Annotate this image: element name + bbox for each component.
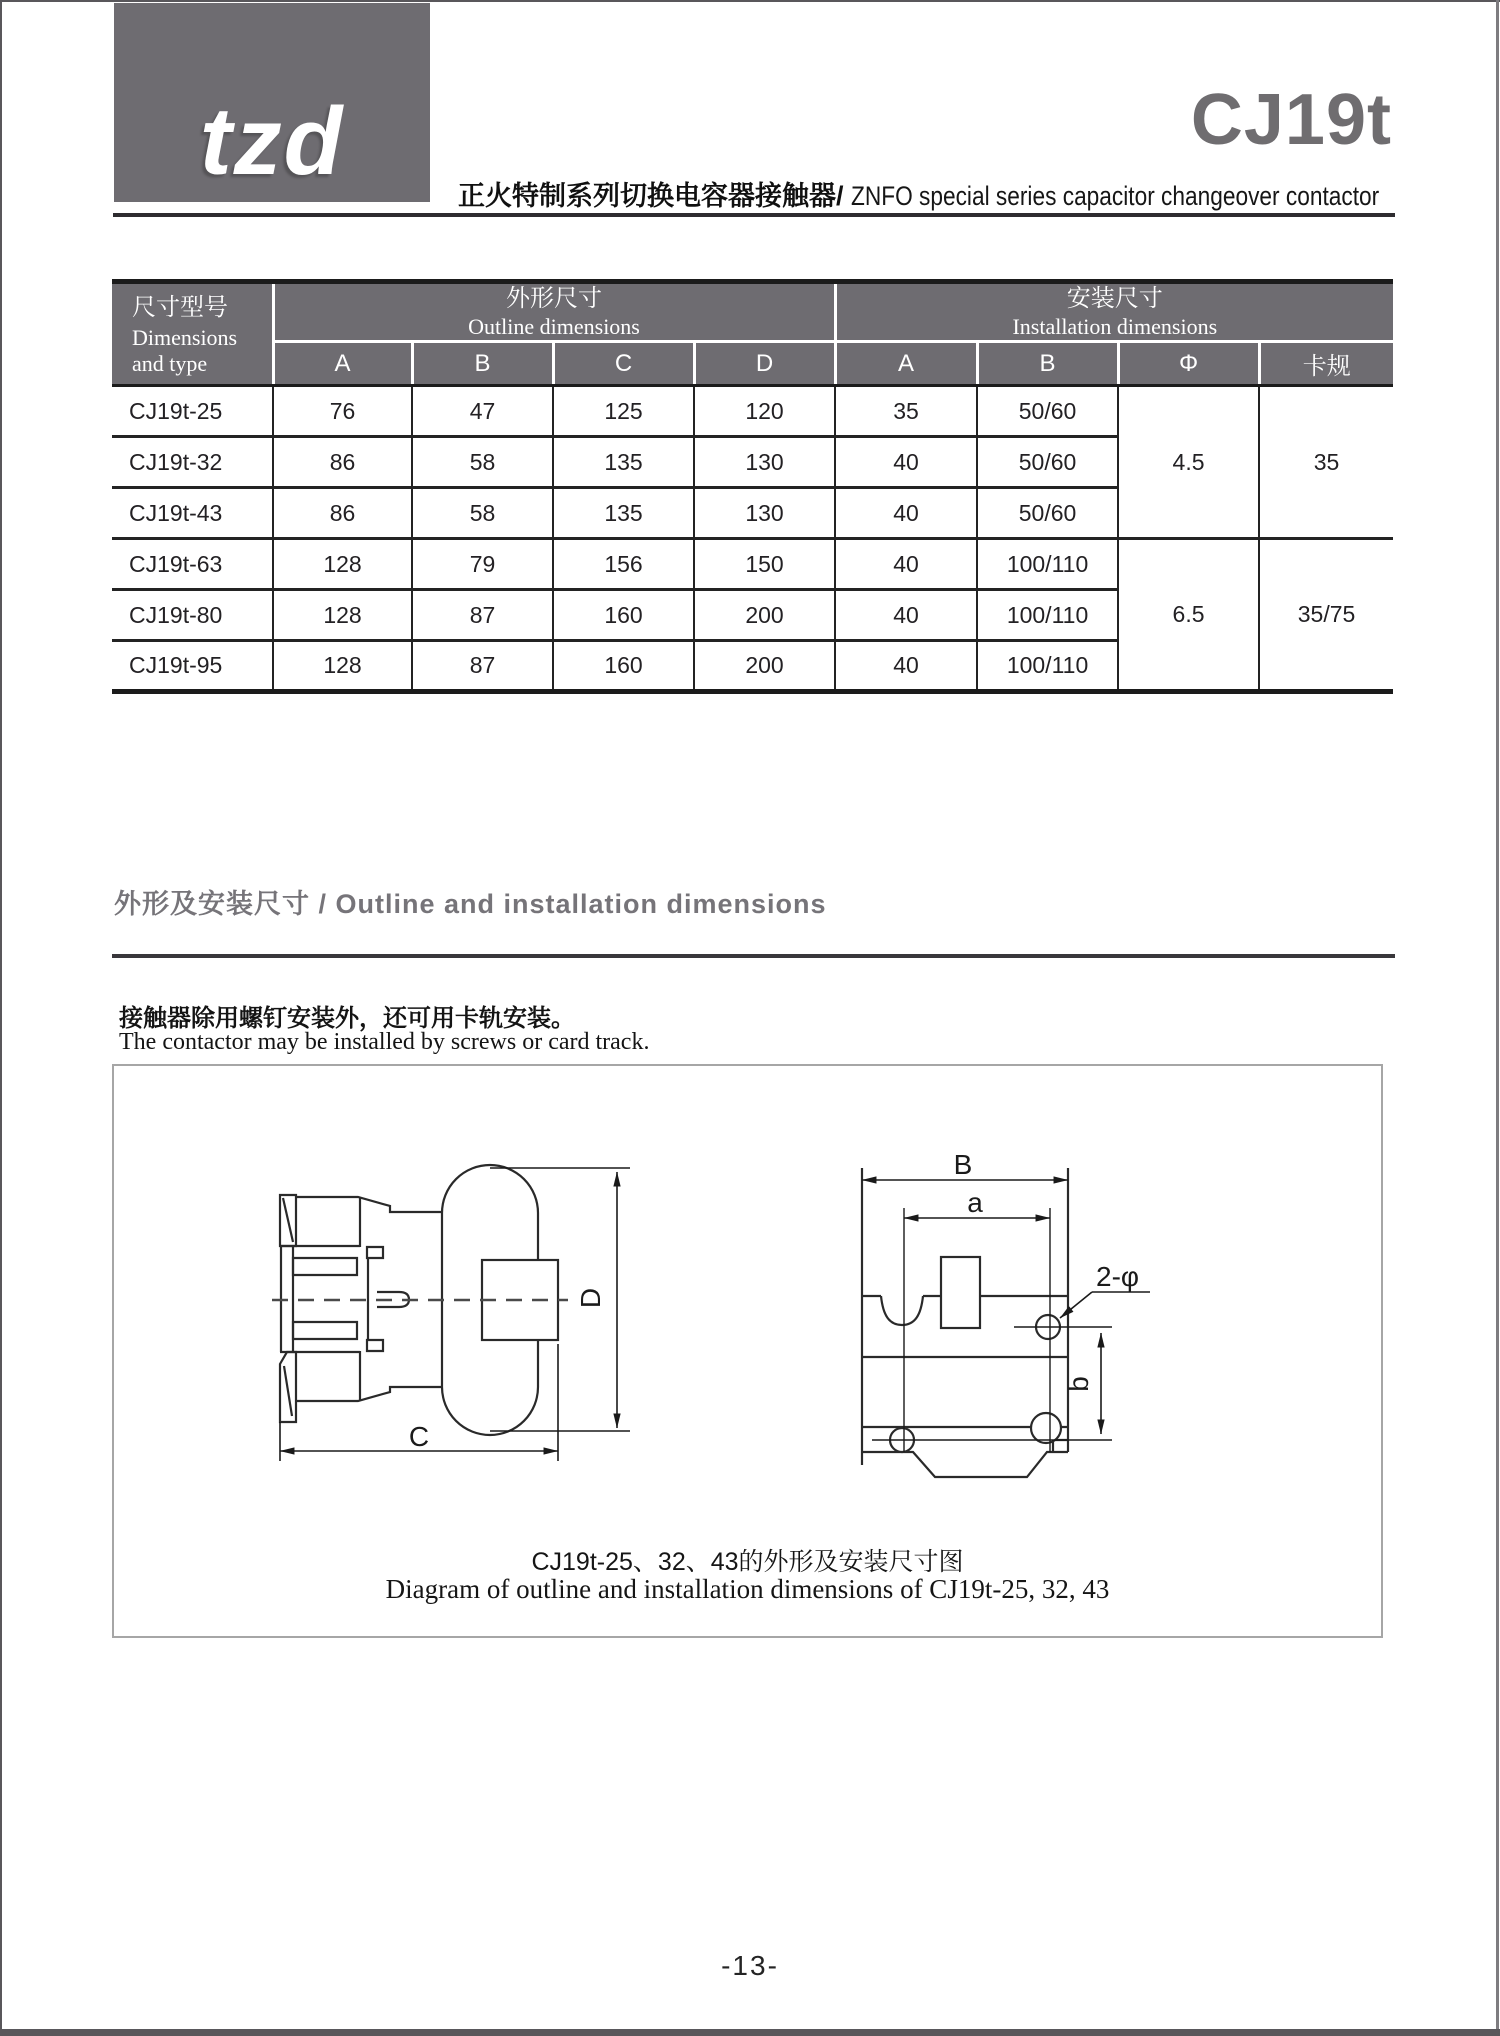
cell-outline-b: 58 xyxy=(412,488,553,539)
cell-type: CJ19t-25 xyxy=(112,386,273,437)
cell-outline-b: 87 xyxy=(412,641,553,692)
dim-label-c: C xyxy=(408,1421,430,1452)
group-outline-zh: 外形尺寸 xyxy=(506,285,603,312)
group-installation-zh: 安装尺寸 xyxy=(1066,285,1163,312)
dim-label-b-big: B xyxy=(953,1149,973,1180)
cell-install-b: 100/110 xyxy=(977,590,1118,641)
cell-install-a: 40 xyxy=(835,437,977,488)
dimension-b-big xyxy=(862,1149,1068,1180)
cell-gauge-group1: 35 xyxy=(1259,386,1393,539)
cell-install-b: 100/110 xyxy=(977,641,1118,692)
cell-phi-group1: 4.5 xyxy=(1118,386,1259,539)
cell-outline-c: 156 xyxy=(553,539,694,590)
dim-label-a: a xyxy=(967,1187,983,1218)
cell-outline-a: 86 xyxy=(273,488,412,539)
cell-outline-b: 79 xyxy=(412,539,553,590)
group-header-outline xyxy=(273,282,835,342)
cell-outline-a: 128 xyxy=(273,539,412,590)
cell-outline-a: 76 xyxy=(273,386,412,437)
table-row xyxy=(112,386,1393,437)
subheader-outline-a: A xyxy=(273,342,412,386)
contactor-side-view xyxy=(272,1165,568,1435)
mounting-plate-view xyxy=(862,1168,1112,1477)
dim-label-two-phi: 2-φ xyxy=(1096,1261,1140,1292)
cell-install-b: 50/60 xyxy=(977,386,1118,437)
series-subtitle xyxy=(458,181,1480,211)
cell-type: CJ19t-63 xyxy=(112,539,273,590)
group-header-installation xyxy=(835,282,1393,342)
series-subtitle-zh: 正火特制系列切换电容器接触器/ xyxy=(458,181,844,211)
cell-install-b: 50/60 xyxy=(977,488,1118,539)
installation-note-zh: 接触器除用螺钉安装外，还可用卡轨安装。 xyxy=(119,1005,575,1032)
col-header-type xyxy=(112,282,273,386)
subheader-gauge: 卡规 xyxy=(1259,342,1393,386)
cell-outline-c: 160 xyxy=(553,590,694,641)
section-title: 外形及安装尺寸 / Outline and installation dimensions xyxy=(114,889,827,919)
cell-outline-d: 120 xyxy=(694,386,835,437)
page-title: CJ19t xyxy=(1190,80,1392,160)
subheader-install-b: B xyxy=(977,342,1118,386)
cell-type: CJ19t-43 xyxy=(112,488,273,539)
cell-outline-c: 135 xyxy=(553,488,694,539)
cell-outline-d: 130 xyxy=(694,488,835,539)
header-divider xyxy=(113,213,1395,217)
cell-install-a: 40 xyxy=(835,641,977,692)
cell-outline-a: 128 xyxy=(273,590,412,641)
dimension-c xyxy=(280,1344,558,1461)
cell-outline-b: 47 xyxy=(412,386,553,437)
cell-outline-c: 125 xyxy=(553,386,694,437)
cell-outline-c: 135 xyxy=(553,437,694,488)
col-header-type-zh: 尺寸型号 xyxy=(132,294,228,321)
dimensions-table xyxy=(112,279,1393,694)
group-installation-en: Installation dimensions xyxy=(1012,314,1218,339)
dimension-a xyxy=(904,1187,1050,1218)
page-number: -13- xyxy=(721,1950,779,1981)
dim-label-b-small: b xyxy=(1063,1376,1094,1392)
cell-type: CJ19t-95 xyxy=(112,641,273,692)
cell-outline-b: 87 xyxy=(412,590,553,641)
installation-note-en: The contactor may be installed by screws or card track. xyxy=(119,1029,650,1055)
cell-outline-b: 58 xyxy=(412,437,553,488)
series-subtitle-en: ZNFO special series capacitor changeover contactor xyxy=(851,181,1380,211)
dimension-two-phi xyxy=(1060,1261,1150,1318)
cell-install-a: 35 xyxy=(835,386,977,437)
diagram-caption-en: Diagram of outline and installation dimensions of CJ19t-25, 32, 43 xyxy=(385,1574,1110,1604)
section-divider xyxy=(112,954,1395,958)
group-outline-en: Outline dimensions xyxy=(468,314,640,339)
cell-outline-c: 160 xyxy=(553,641,694,692)
cell-outline-d: 200 xyxy=(694,641,835,692)
cell-install-a: 40 xyxy=(835,590,977,641)
subheader-install-a: A xyxy=(835,342,977,386)
subheader-outline-c: C xyxy=(553,342,694,386)
col-header-type-en2: and type xyxy=(132,351,208,376)
rail-clip xyxy=(941,1257,980,1328)
page-border-bottom xyxy=(0,2029,1500,2036)
cell-install-a: 40 xyxy=(835,539,977,590)
page-border-right xyxy=(1496,0,1499,2036)
subheader-outline-d: D xyxy=(694,342,835,386)
cell-outline-a: 128 xyxy=(273,641,412,692)
subheader-phi: Φ xyxy=(1118,342,1259,386)
diagram-caption-zh: CJ19t-25、32、43的外形及安装尺寸图 xyxy=(531,1548,964,1576)
cell-install-b: 100/110 xyxy=(977,539,1118,590)
cell-outline-d: 130 xyxy=(694,437,835,488)
cell-outline-d: 200 xyxy=(694,590,835,641)
mounting-hole-large xyxy=(1031,1413,1061,1443)
page-border-left xyxy=(0,0,2,2036)
brand-logo-box xyxy=(114,3,430,202)
cell-outline-d: 150 xyxy=(694,539,835,590)
col-header-type-en1: Dimensions xyxy=(132,325,238,350)
cell-install-b: 50/60 xyxy=(977,437,1118,488)
subheader-outline-b: B xyxy=(412,342,553,386)
cell-phi-group2: 6.5 xyxy=(1118,539,1259,692)
cell-type: CJ19t-80 xyxy=(112,590,273,641)
cell-outline-a: 86 xyxy=(273,437,412,488)
brand-logo-text: tzd xyxy=(199,88,345,195)
page-border-top xyxy=(0,0,1500,2)
cell-gauge-group2: 35/75 xyxy=(1259,539,1393,692)
cell-type: CJ19t-32 xyxy=(112,437,273,488)
dim-label-d: D xyxy=(575,1287,606,1309)
cell-install-a: 40 xyxy=(835,488,977,539)
table-row xyxy=(112,539,1393,590)
